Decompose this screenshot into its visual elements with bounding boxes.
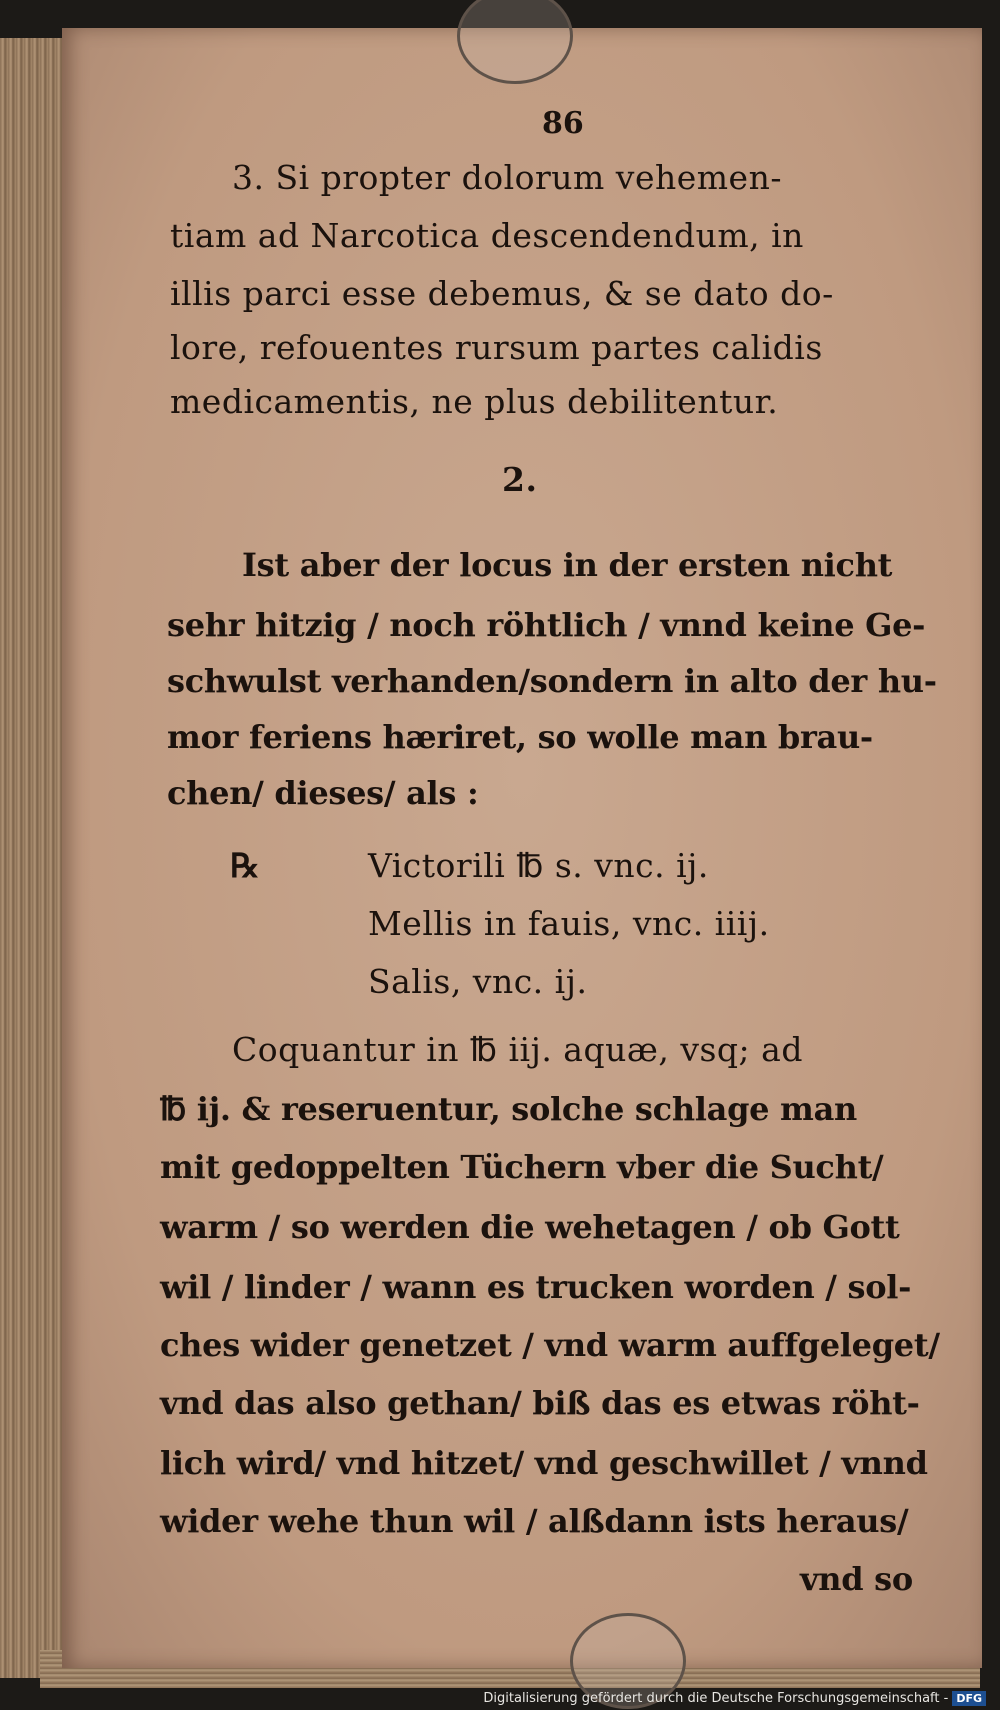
recipe-symbol: ℞: [230, 846, 261, 885]
recipe-line: Mellis in fauis, vnc. iiij.: [368, 904, 770, 943]
book-page: [62, 28, 982, 1668]
text-line: 3. Si propter dolorum vehemen-: [232, 158, 782, 197]
text-line: illis parci esse debemus, & se dato do-: [170, 274, 834, 313]
text-line: medicamentis, ne plus debilitentur.: [170, 382, 779, 421]
text-line: lich wird/ vnd hitzet/ vnd geschwillet / vnnd: [160, 1444, 928, 1482]
text-line: ℔ ij. & reseruentur, solche schlage man: [160, 1090, 858, 1128]
book-edge: [0, 38, 68, 1678]
text-line: ches wider genetzet / vnd warm auffgeleget/: [160, 1326, 940, 1364]
text-line: mor feriens hæriret, so wolle man brau-: [167, 718, 873, 756]
recipe-line: Salis, vnc. ij.: [368, 962, 588, 1001]
text-line: chen/ dieses/ als :: [167, 774, 479, 812]
text-line: vnd das also gethan/ biß das es etwas röht-: [160, 1384, 920, 1422]
page-text: [62, 28, 982, 1668]
text-line: sehr hitzig / noch röhtlich / vnnd keine Ge-: [167, 606, 926, 644]
page-number: 86: [542, 106, 584, 141]
text-line: lore, refouentes rursum partes calidis: [170, 328, 823, 367]
digitization-credit: [483, 1691, 986, 1706]
section-number: 2.: [502, 460, 538, 499]
text-line: Ist aber der locus in der ersten nicht: [242, 546, 893, 584]
text-line: schwulst verhanden/sondern in alto der hu-: [167, 662, 937, 700]
credit-text: Digitalisierung gefördert durch die Deutsche Forschungsgemeinschaft -: [483, 1691, 949, 1706]
dfg-logo: DFG: [952, 1691, 986, 1706]
recipe-line: Victorili ℔ s. vnc. ij.: [368, 846, 709, 885]
text-line: warm / so werden die wehetagen / ob Gott: [160, 1208, 900, 1246]
text-line: wider wehe thun wil / alßdann ists heraus/: [160, 1502, 909, 1540]
text-line: Coquantur in ℔ iij. aquæ, vsq; ad: [232, 1030, 803, 1069]
text-line: wil / linder / wann es trucken worden / sol-: [160, 1268, 912, 1306]
text-line: mit gedoppelten Tüchern vber die Sucht/: [160, 1148, 884, 1186]
catchword: vnd so: [800, 1560, 913, 1598]
text-line: tiam ad Narcotica descendendum, in: [170, 216, 804, 255]
